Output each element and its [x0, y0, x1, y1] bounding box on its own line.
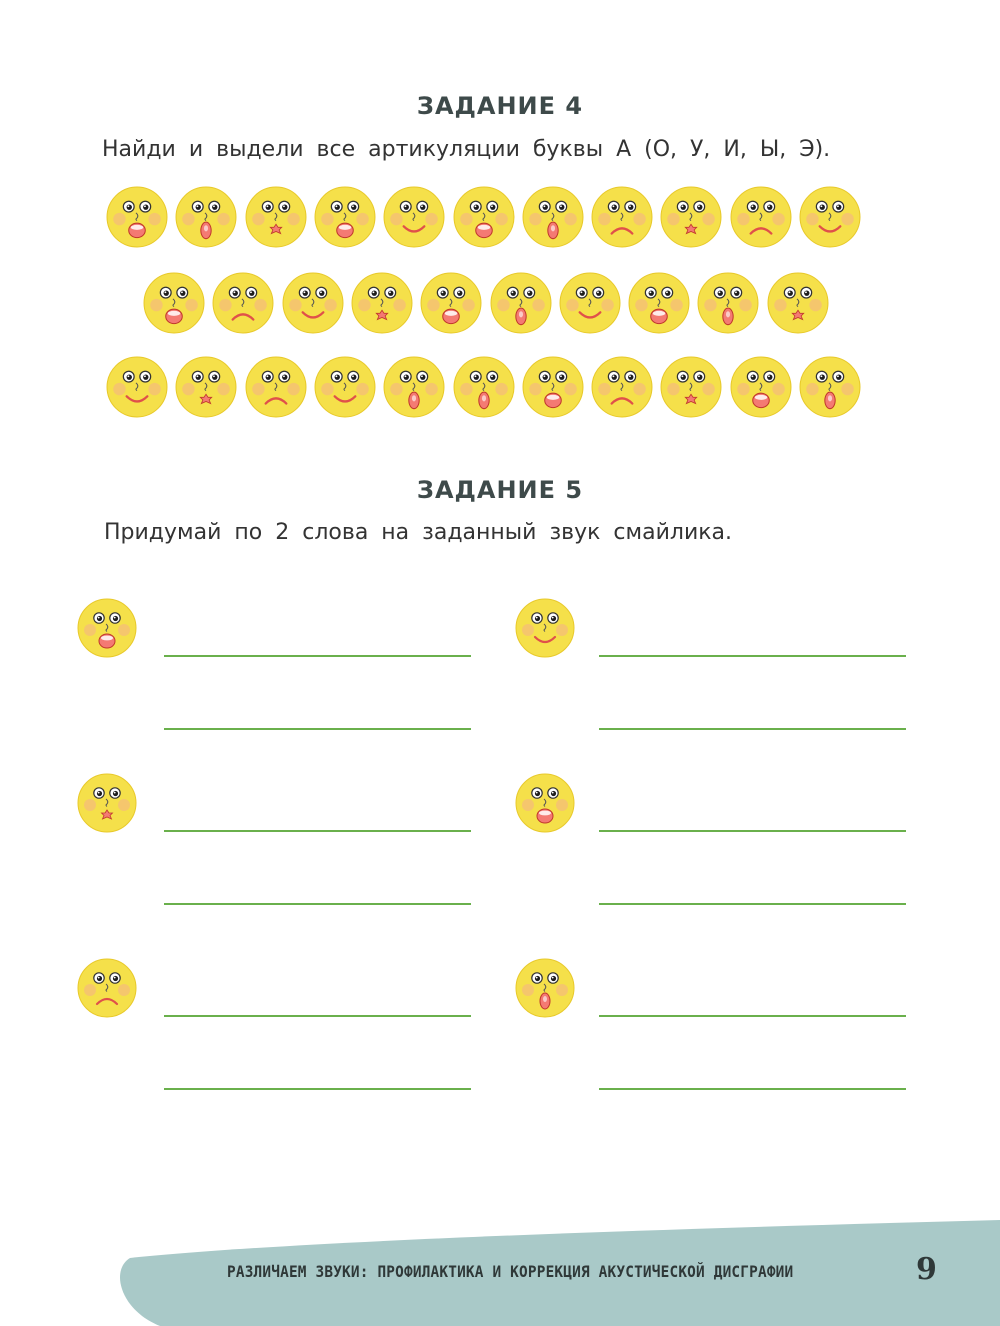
- smiley-face-icon: [515, 773, 575, 833]
- smiley-face-icon[interactable]: [730, 356, 792, 418]
- task5-title: ЗАДАНИЕ 5: [416, 476, 584, 504]
- smiley-face-icon[interactable]: [314, 356, 376, 418]
- smiley-face-icon[interactable]: [628, 272, 690, 334]
- smiley-face-icon[interactable]: [591, 356, 653, 418]
- answer-line[interactable]: [599, 830, 906, 832]
- smiley-face-icon: [77, 598, 137, 658]
- smiley-face-icon: [515, 598, 575, 658]
- smiley-face-icon[interactable]: [697, 272, 759, 334]
- smiley-face-icon[interactable]: [730, 186, 792, 248]
- task4-title: ЗАДАНИЕ 4: [416, 92, 584, 120]
- answer-line[interactable]: [164, 728, 471, 730]
- answer-line[interactable]: [599, 1015, 906, 1017]
- footer-text: РАЗЛИЧАЕМ ЗВУКИ: ПРОФИЛАКТИКА И КОРРЕКЦИЯ АКУСТИЧЕСКОЙ ДИСГРАФИИ: [227, 1262, 794, 1281]
- smiley-face-icon[interactable]: [106, 356, 168, 418]
- smiley-face-icon[interactable]: [522, 356, 584, 418]
- smiley-face-icon[interactable]: [660, 356, 722, 418]
- smiley-face-icon[interactable]: [660, 186, 722, 248]
- smiley-face-icon[interactable]: [490, 272, 552, 334]
- smiley-face-icon[interactable]: [175, 356, 237, 418]
- answer-line[interactable]: [164, 1088, 471, 1090]
- smiley-face-icon: [515, 958, 575, 1018]
- smiley-face-icon[interactable]: [383, 186, 445, 248]
- smiley-face-icon[interactable]: [383, 356, 445, 418]
- smiley-face-icon[interactable]: [212, 272, 274, 334]
- smiley-face-icon[interactable]: [245, 356, 307, 418]
- page-number: 9: [916, 1252, 937, 1287]
- smiley-face-icon[interactable]: [175, 186, 237, 248]
- smiley-face-icon[interactable]: [591, 186, 653, 248]
- smiley-face-icon: [77, 773, 137, 833]
- answer-line[interactable]: [599, 1088, 906, 1090]
- answer-line[interactable]: [599, 655, 906, 657]
- smiley-face-icon[interactable]: [314, 186, 376, 248]
- smiley-face-icon[interactable]: [799, 186, 861, 248]
- smiley-face-icon[interactable]: [522, 186, 584, 248]
- answer-line[interactable]: [164, 903, 471, 905]
- smiley-face-icon[interactable]: [245, 186, 307, 248]
- smiley-face-icon[interactable]: [351, 272, 413, 334]
- answer-line[interactable]: [599, 903, 906, 905]
- smiley-face-icon[interactable]: [559, 272, 621, 334]
- answer-line[interactable]: [164, 1015, 471, 1017]
- smiley-face-icon[interactable]: [453, 186, 515, 248]
- smiley-face-icon[interactable]: [799, 356, 861, 418]
- answer-line[interactable]: [599, 728, 906, 730]
- answer-line[interactable]: [164, 655, 471, 657]
- smiley-face-icon[interactable]: [420, 272, 482, 334]
- task4-instruction: Найди и выдели все артикуляции буквы А (О, У, И, Ы, Э).: [102, 137, 831, 162]
- smiley-face-icon: [77, 958, 137, 1018]
- smiley-face-icon[interactable]: [453, 356, 515, 418]
- smiley-face-icon[interactable]: [106, 186, 168, 248]
- task5-instruction: Придумай по 2 слова на заданный звук смайлика.: [104, 520, 733, 545]
- answer-line[interactable]: [164, 830, 471, 832]
- smiley-face-icon[interactable]: [143, 272, 205, 334]
- smiley-face-icon[interactable]: [767, 272, 829, 334]
- smiley-face-icon[interactable]: [282, 272, 344, 334]
